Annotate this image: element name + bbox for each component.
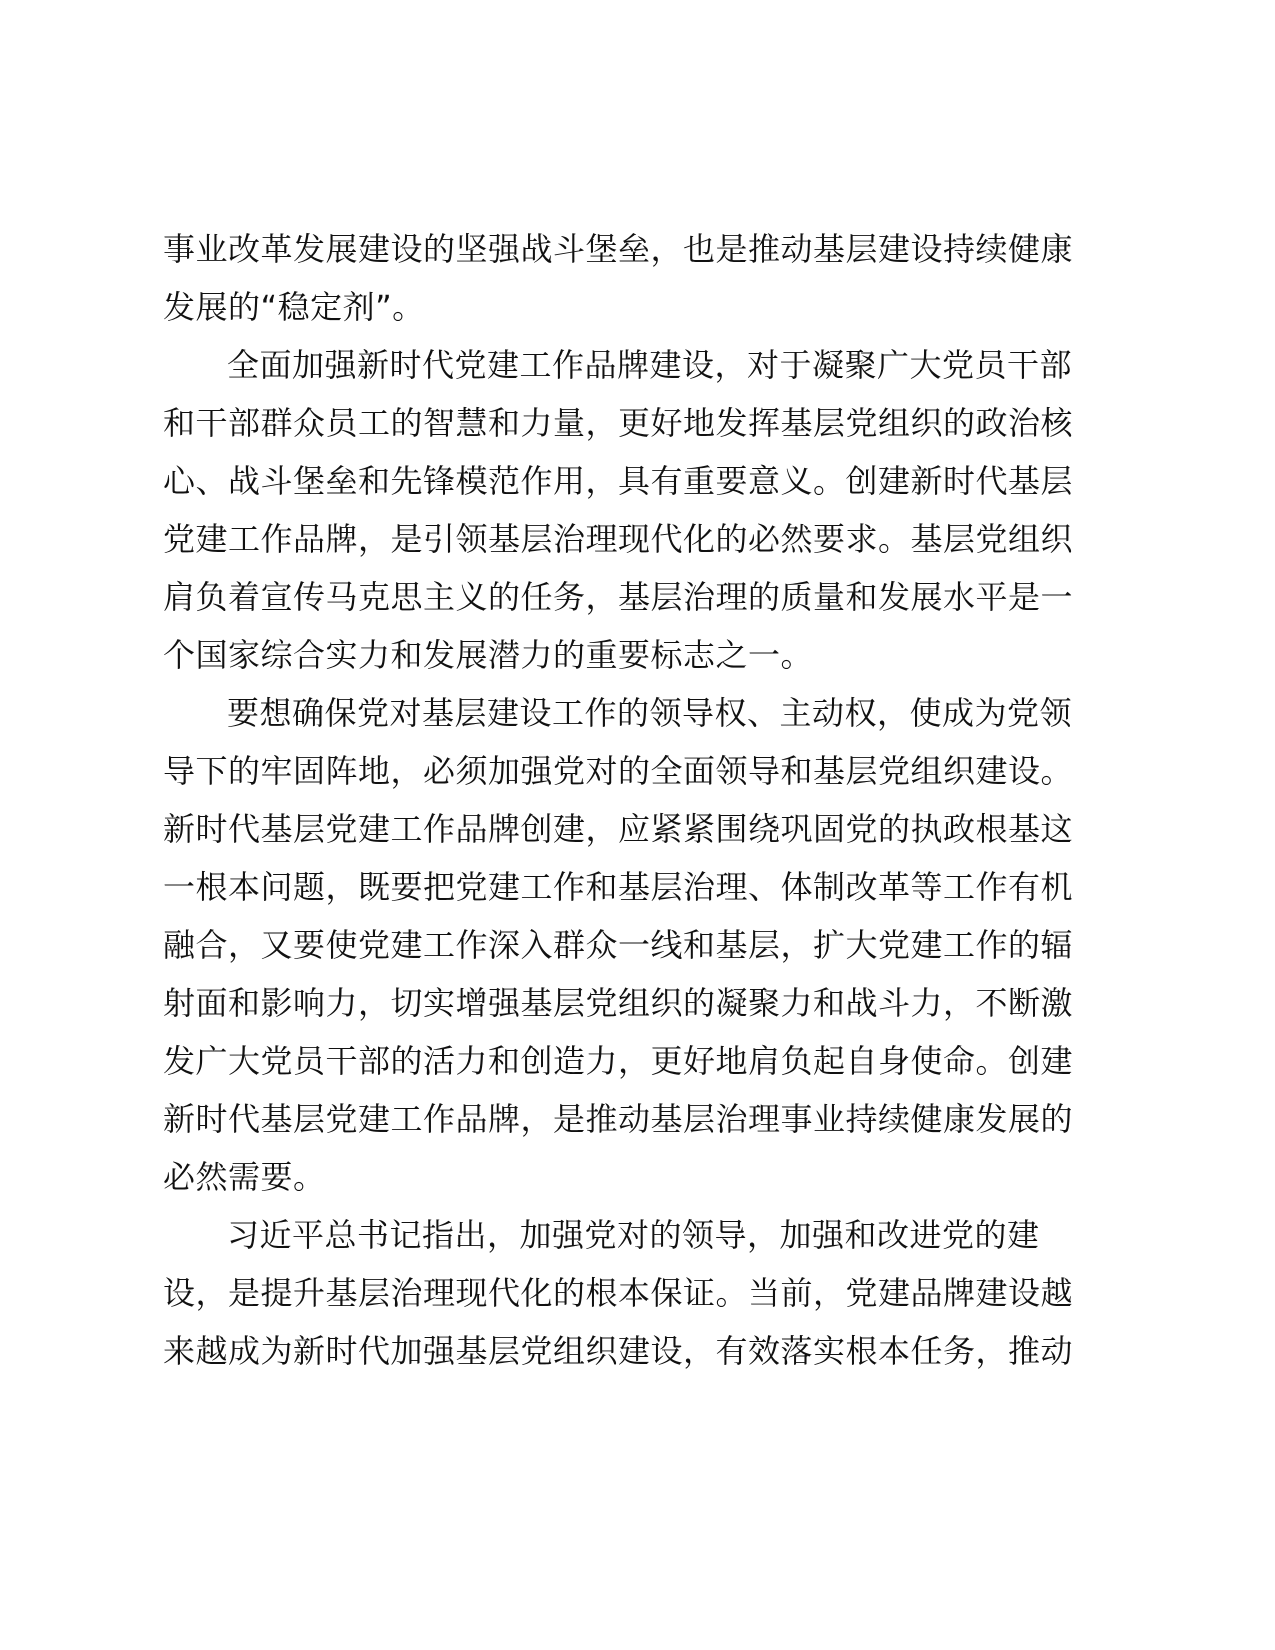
text-line: 要想确保党对基层建设工作的领导权、主动权，使成为党领 [227, 694, 1073, 732]
text-line: 肩负着宣传马克思主义的任务，基层治理的质量和发展水平是一 [163, 578, 1074, 616]
text-line: 心、战斗堡垒和先锋模范作用，具有重要意义。创建新时代基层 [163, 462, 1074, 500]
text-line: 习近平总书记指出，加强党对的领导，加强和改进党的建 [227, 1216, 1040, 1254]
document-body [163, 220, 1101, 1380]
text-line: 融合，又要使党建工作深入群众一线和基层，扩大党建工作的辐 [163, 926, 1074, 964]
text-line: 党建工作品牌，是引领基层治理现代化的必然要求。基层党组织 [163, 520, 1074, 558]
paragraph-3 [163, 684, 1101, 1206]
text-line: 和干部群众员工的智慧和力量，更好地发挥基层党组织的政治核 [163, 404, 1074, 442]
paragraph-2 [163, 336, 1101, 684]
paragraph-4 [163, 1206, 1101, 1380]
text-line: 射面和影响力，切实增强基层党组织的凝聚力和战斗力，不断激 [163, 984, 1074, 1022]
text-line: 个国家综合实力和发展潜力的重要标志之一。 [163, 636, 814, 674]
paragraph-1 [163, 220, 1101, 336]
text-line: 一根本问题，既要把党建工作和基层治理、体制改革等工作有机 [163, 868, 1074, 906]
text-line: 事业改革发展建设的坚强战斗堡垒，也是推动基层建设持续健康 [163, 230, 1074, 268]
text-line: 设，是提升基层治理现代化的根本保证。当前，党建品牌建设越 [163, 1274, 1074, 1312]
text-line: 发展的“稳定剂”。 [163, 288, 425, 326]
text-line: 全面加强新时代党建工作品牌建设，对于凝聚广大党员干部 [227, 346, 1073, 384]
text-line: 新时代基层党建工作品牌，是推动基层治理事业持续健康发展的 [163, 1100, 1074, 1138]
text-line: 来越成为新时代加强基层党组织建设，有效落实根本任务，推动 [163, 1332, 1074, 1370]
text-line: 新时代基层党建工作品牌创建，应紧紧围绕巩固党的执政根基这 [163, 810, 1074, 848]
text-line: 必然需要。 [163, 1158, 326, 1196]
text-line: 发广大党员干部的活力和创造力，更好地肩负起自身使命。创建 [163, 1042, 1074, 1080]
text-line: 导下的牢固阵地，必须加强党对的全面领导和基层党组织建设。 [163, 752, 1074, 790]
